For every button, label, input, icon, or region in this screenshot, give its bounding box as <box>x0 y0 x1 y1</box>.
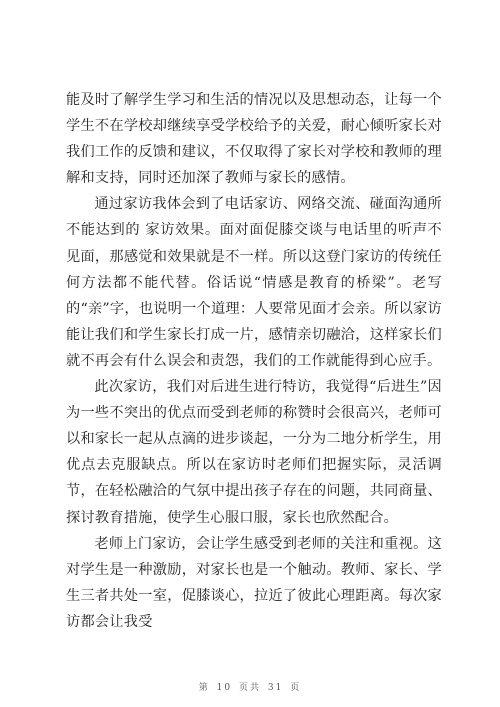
paragraph-1: 能及时了解学生学习和生活的情况以及思想动态，让每一个学生不在学校却继续享受学校给予的关爱，耐心倾听家长对我们工作的反馈和建议，不仅取得了家长对学校和教师的理解和支持，同时还加深了教师与家长的感情。 <box>66 92 442 187</box>
paragraph-4: 老师上门家访，会让学生感受到老师的关注和重视。这对学生是一种激励，对家长也是一个触动。教师、家长、学生三者共处一室，促膝谈心，拉近了彼此心理距离。每次家访都会让我受 <box>66 535 442 630</box>
body-text <box>66 87 442 635</box>
paragraph-2: 通过家访我体会到了电话家访、网络交流、碰面沟通所不能达到的 家访效果。面对面促膝交谈与电话里的听声不见面，那感觉和效果就是不一样。所以这登门家访的传统任何方法都不能代替。俗话说“情感是教育的桥梁”。老写的“亲”字，也说明一个道理：人要常见面才会亲。所以家访能让我们和学生家长打成一片，感情亲切融洽，这样家长们就不再会有什么误会和责怨，我们的工作就能得到心应手。 <box>66 196 442 369</box>
paragraph-3: 此次家访，我们对后进生进行特访，我觉得“后进生”因为一些不突出的优点而受到老师的称赞时会很高兴，老师可以和家长一起从点滴的进步谈起，一分为二地分析学生，用优点去克服缺点。所以在家访时老师们把握实际，灵活调节，在轻松融洽的气氛中提出孩子存在的问题，共同商量、探讨教育措施，使学生心服口服，家长也欣然配合。 <box>66 379 442 526</box>
footer-total-pages: 31 <box>267 683 284 693</box>
footer-prefix: 第 <box>198 683 210 693</box>
footer-suffix: 页 <box>290 683 302 693</box>
footer-middle: 页共 <box>238 683 261 693</box>
footer-current-page: 10 <box>216 683 233 693</box>
page-footer <box>0 680 500 693</box>
